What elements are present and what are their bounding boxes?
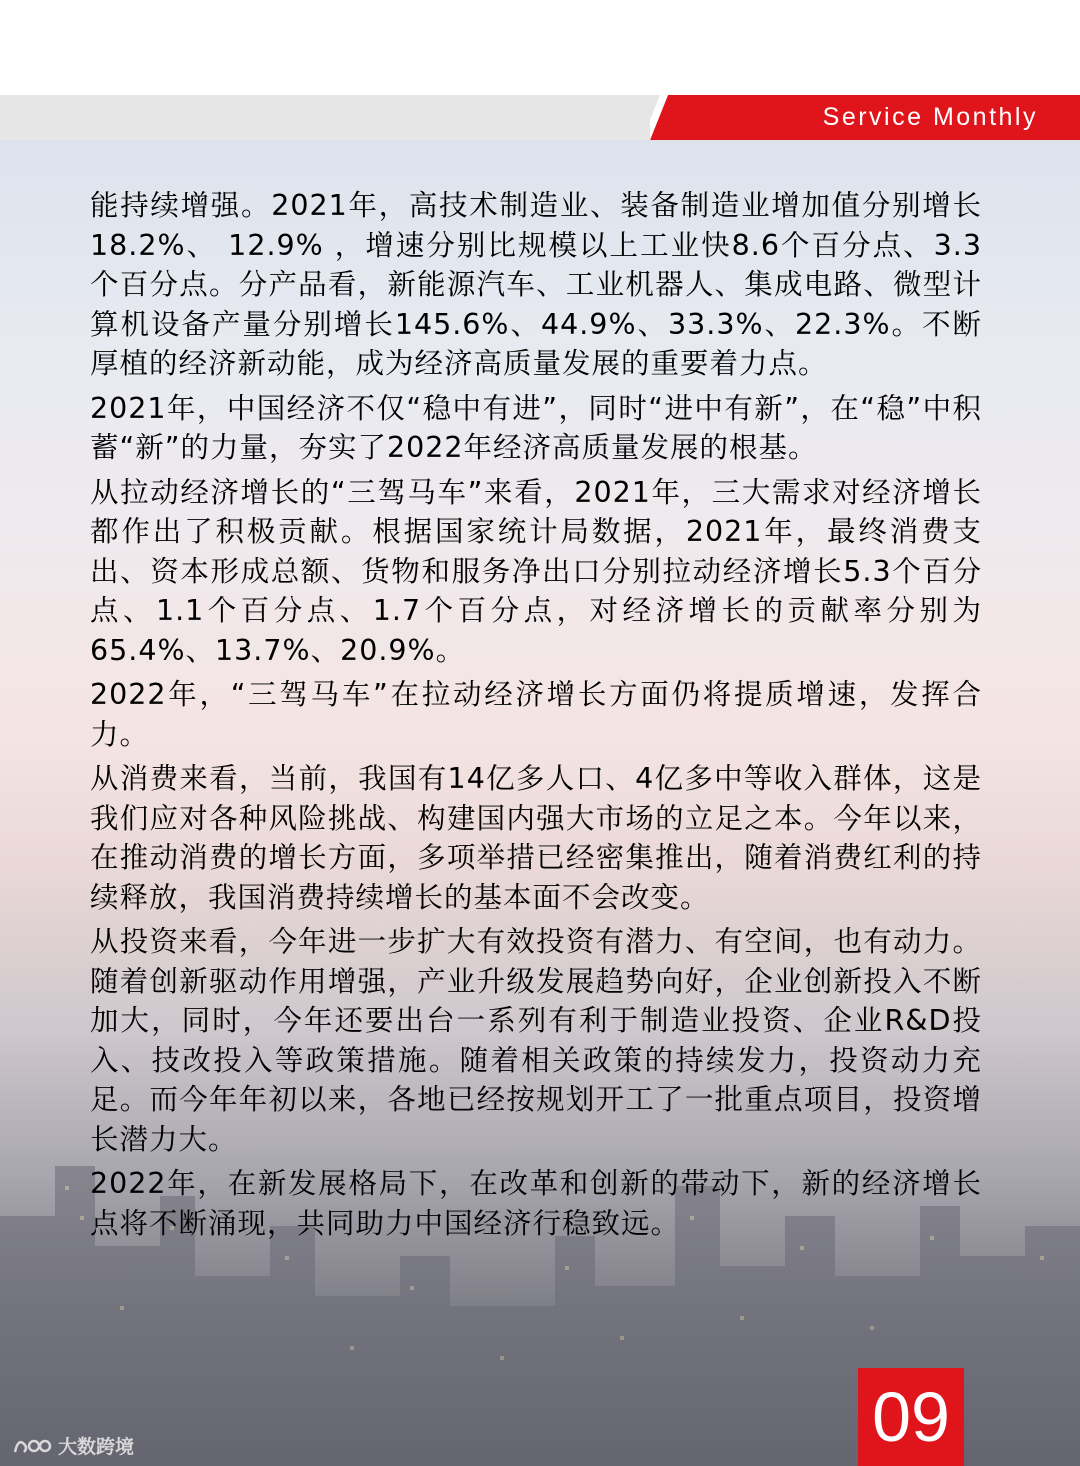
watermark — [12, 1428, 134, 1462]
paragraph: 从投资来看，今年进一步扩大有效投资有潜力、有空间，也有动力。随着创新驱动作用增强，产业升级发展趋势向好，企业创新投入不断加大，同时，今年还要出台一系列有利于制造业投资、企业R&D投入、技改投入等政策措施。随着相关政策的持续发力，投资动力充足。而今年年初以来，各地已经按规划开工了一批重点项目，投资增长潜力大。 — [90, 925, 982, 1156]
paragraph: 2021年，中国经济不仅“稳中有进”，同时“进中有新”，在“稳”中积蓄“新”的力量，夯实了2022年经济高质量发展的根基。 — [90, 391, 982, 464]
watermark-text: 大数跨境 — [58, 1435, 135, 1458]
publication-title: Service Monthly — [822, 103, 1038, 131]
paragraph: 从拉动经济增长的“三驾马车”来看，2021年，三大需求对经济增长都作出了积极贡献。根据国家统计局数据，2021年，最终消费支出、资本形成总额、货物和服务净出口分别拉动经济增长5.3个百分点、1.1个百分点、1.7个百分点，对经济增长的贡献率分别为65.4%、13.7%、20.9%。 — [90, 475, 982, 667]
paragraph: 2022年，在新发展格局下，在改革和创新的带动下，新的经济增长点将不断涌现，共同助力中国经济行稳致远。 — [90, 1167, 982, 1240]
page-number: 09 — [858, 1368, 964, 1466]
paragraph: 2022年，“三驾马车”在拉动经济增长方面仍将提质增速，发挥合力。 — [90, 678, 982, 751]
paragraph: 能持续增强。2021年，高技术制造业、装备制造业增加值分别增长18.2%、 12.9% ，增速分别比规模以上工业快8.6个百分点、3.3个百分点。分产品看，新能源汽车、工业机器人、集成电路、微型计算机设备产量分别增长145.6%、44.9%、33.3%、22.3%。不断厚植的经济新动能，成为经济高质量发展的重要着力点。 — [90, 189, 982, 380]
paragraph: 从消费来看，当前，我国有14亿多人口、4亿多中等收入群体，这是我们应对各种风险挑战、构建国内强大市场的立足之本。今年以来，在推动消费的增长方面，多项举措已经密集推出，随着消费红利的持续释放，我国消费持续增长的基本面不会改变。 — [90, 762, 982, 914]
brand-logo-icon — [12, 1432, 52, 1458]
article-body — [90, 186, 982, 1248]
header-banner — [650, 95, 1080, 140]
